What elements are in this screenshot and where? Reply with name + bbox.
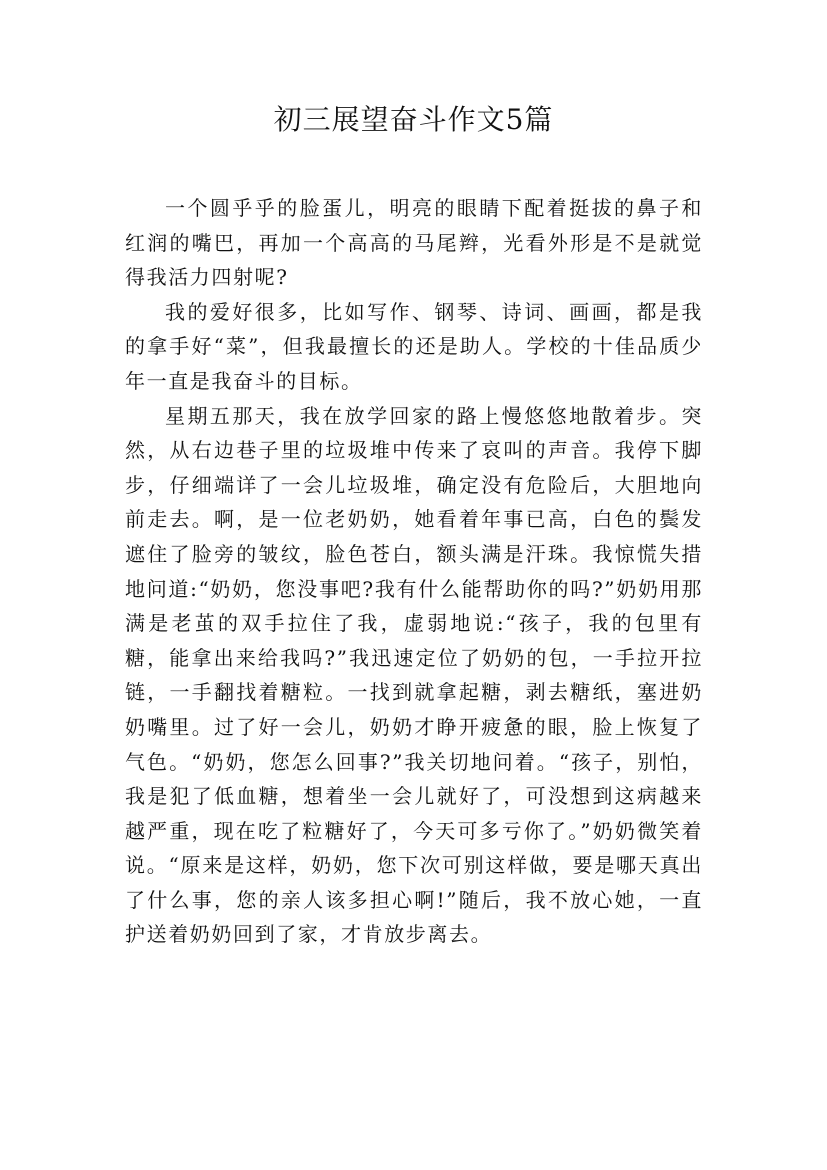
document-title: 初三展望奋斗作文5篇 [273, 103, 554, 136]
paragraph-3: 星期五那天，我在放学回家的路上慢悠悠地散着步。突然，从右边巷子里的垃圾堆中传来了哀叫的声音。我停下脚步，仔细端详了一会儿垃圾堆，确定没有危险后，大胆地向前走去。啊，是一位老奶奶，她看着年事已高，白色的鬓发遮住了脸旁的皱纹，脸色苍白，额头满是汗珠。我惊慌失措地问道:“奶奶，您没事吧?我有什么能帮助你的吗?”奶奶用那满是老茧的双手拉住了我，虚弱地说:“孩子，我的包里有糖，能拿出来给我吗?”我迅速定位了奶奶的包，一手拉开拉链，一手翻找着糖粒。一找到就拿起糖，剥去糖纸，塞进奶奶嘴里。过了好一会儿，奶奶才睁开疲惫的眼，脸上恢复了气色。“奶奶，您怎么回事?”我关切地问着。“孩子，别怕，我是犯了低血糖，想着坐一会儿就好了，可没想到这病越来越严重，现在吃了粒糖好了，今天可多亏你了。”奶奶微笑着说。“原来是这样，奶奶，您下次可别这样做，要是哪天真出了什么事，您的亲人该多担心啊!”随后，我不放心她，一直护送着奶奶回到了家，才肯放步离去。 [125, 403, 703, 947]
paragraph-2: 我的爱好很多，比如写作、钢琴、诗词、画画，都是我的拿手好“菜”，但我最擅长的还是助人。学校的十佳品质少年一直是我奋斗的目标。 [125, 299, 703, 393]
paragraph-1: 一个圆乎乎的脸蛋儿，明亮的眼睛下配着挺拔的鼻子和红润的嘴巴，再加一个高高的马尾辫，光看外形是不是就觉得我活力四射呢? [125, 196, 703, 290]
document-body [125, 191, 703, 952]
